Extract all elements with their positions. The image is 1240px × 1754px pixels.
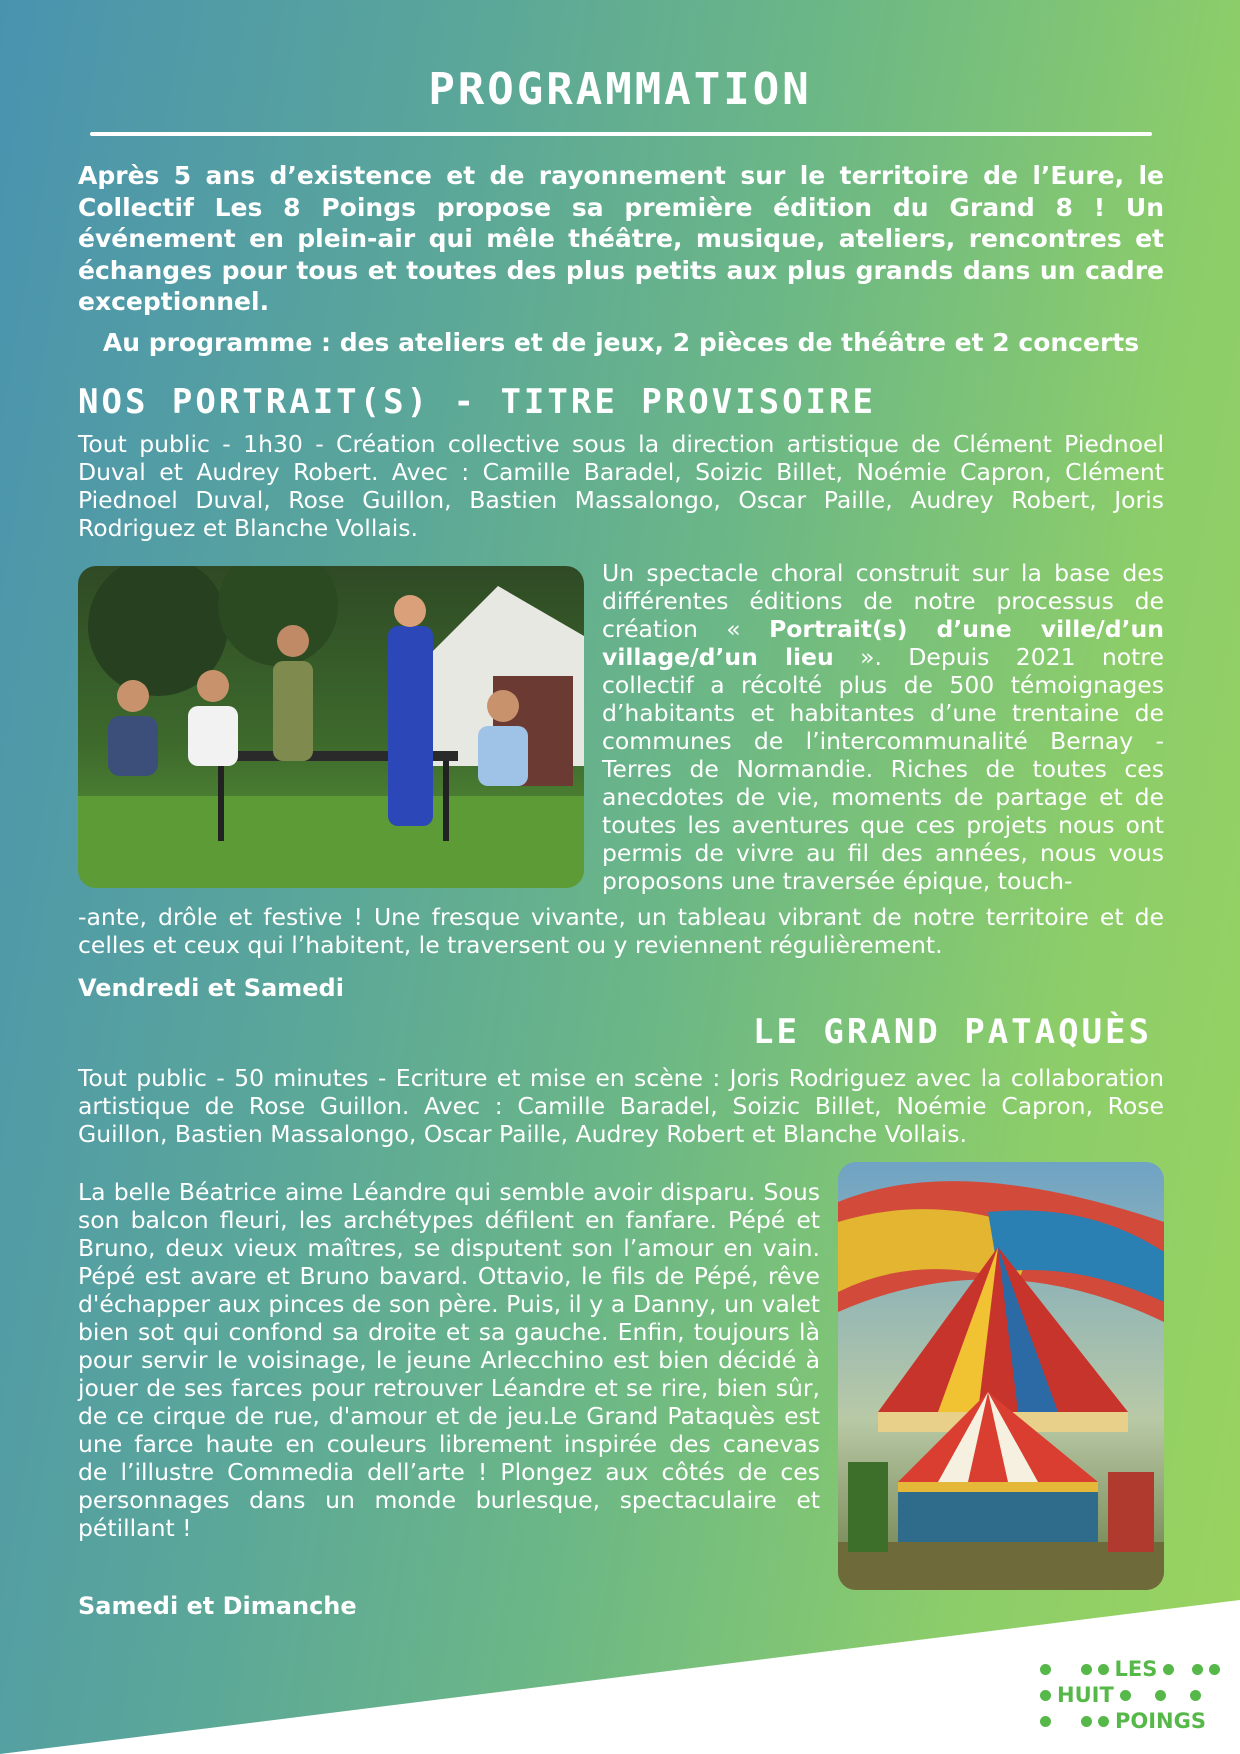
show2-description: La belle Béatrice aime Léandre qui semble avoir disparu. Sous son balcon fleuri, les archétypes défilent en fanfare. Pépé et Bruno, deux vieux maîtres, se disputent son l’amour en vain. Pépé est avare et Bruno bavard. Ottavio, le fils de Pépé, rêve d'échapper aux pinces de son père. Puis, il y a Danny, un valet bien sot qui confond sa droite et sa gauche. Enfin, toujours là pour servir le voisinage, le jeune Arlecchino est bien décidé à jouer de ses farces pour retrouver Léandre et se rire, bien sûr, de ce cirque de rue, d'amour et de jeu.Le Grand Pataquès est une farce haute en couleurs librement inspirée des canevas de l’illustre Commedia dell’arte ! Plongez aux côtés de ces personnages dans un monde burlesque, spectaculaire et pétillant ! — [78, 1178, 820, 1542]
intro-paragraph: Après 5 ans d’existence et de rayonnement sur le territoire de l’Eure, le Collectif Les 8 Poings propose sa première édition du Grand 8 ! Un événement en plein-air qui mêle théâtre, musique, ateliers, rencontres et échanges pour tous et toutes des plus petits aux plus grands dans un cadre exceptionnel. — [78, 161, 1164, 316]
show1-description-continued: -ante, drôle et festive ! Une fresque vivante, un tableau vibrant de notre territoire et de celles et ceux qui l’habitent, le traversent ou y reviennent régulièrement. — [78, 903, 1164, 959]
show2-photo — [838, 1162, 1164, 1590]
page-title: PROGRAMMATION — [428, 64, 812, 115]
show1-title: NOS PORTRAIT(S) - TITRE PROVISOIRE — [78, 382, 876, 422]
show2-dates: Samedi et Dimanche — [78, 1592, 357, 1620]
logo-word-huit: HUIT — [1057, 1683, 1114, 1707]
show2-credits: Tout public - 50 minutes - Ecriture et mise en scène : Joris Rodriguez avec la collaboration artistique de Rose Guillon. Avec : Camille Baradel, Soizic Billet, Noémie Capron, Rose Guillon, Bastien Massalongo, Oscar Paille, Audrey Robert et Blanche Vollais. — [78, 1064, 1164, 1148]
show1-dates: Vendredi et Samedi — [78, 974, 344, 1002]
collective-logo — [1040, 1656, 1220, 1734]
show1-photo — [78, 566, 584, 888]
program-summary: Au programme : des ateliers et de jeux, 2 pièces de théâtre et 2 concerts — [102, 328, 1140, 357]
logo-word-les: LES — [1114, 1657, 1158, 1681]
show2-title: LE GRAND PATAQUÈS — [753, 1012, 1152, 1052]
show1-process-name: Portrait(s) d’une ville/d’un village/d’un lieu — [602, 615, 1164, 671]
logo-row-2 — [1040, 1682, 1220, 1708]
logo-word-poings: POINGS — [1115, 1709, 1206, 1733]
logo-row-3 — [1040, 1708, 1220, 1734]
title-divider — [90, 132, 1152, 136]
show1-credits: Tout public - 1h30 - Création collective sous la direction artistique de Clément Piednoel Duval et Audrey Robert. Avec : Camille Baradel, Soizic Billet, Noémie Capron, Clément Piednoel Duval, Rose Guillon, Bastien Massalongo, Oscar Paille, Audrey Robert, Joris Rodriguez et Blanche Vollais. — [78, 430, 1164, 542]
logo-row-1 — [1040, 1656, 1220, 1682]
show1-description: Un spectacle choral construit sur la base des différentes éditions de notre processus de création « Portrait(s) d’une ville/d’un village/d’un lieu ». Depuis 2021 notre collectif a récolté plus de 500 témoignages d’habitants et habitantes d’une trentaine de communes de l’intercommunalité Bernay - Terres de Normandie. Riches de toutes ces anecdotes de vie, moments de partage et de toutes les aventures que ces projets nous ont permis de vivre au fil des années, nous vous proposons une traversée épique, touch- — [602, 559, 1164, 895]
